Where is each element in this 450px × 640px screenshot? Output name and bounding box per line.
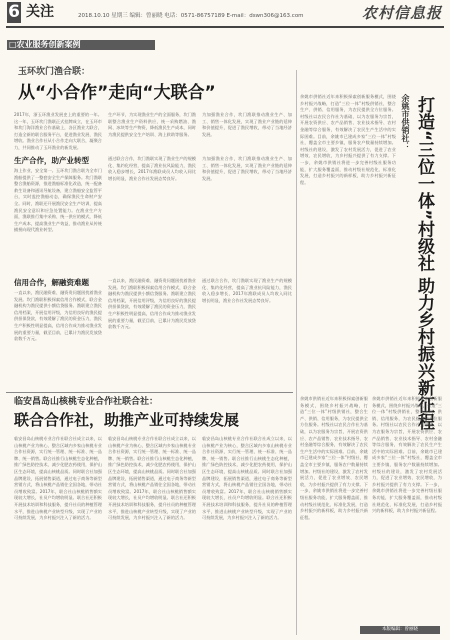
right-article-kicker: 余姚市供销社： [401,94,410,150]
article2-body-col1: 临安昌岛山核桃专业合作社联合社成立以来，以山核桃产业为核心，整合区域内多家山核桃专业合作社资源，实行统一管理、统一标准、统一品牌、统一销售。联合社推行山核桃生态化种植，推广绿色防控技术，减少化肥农药使用，保护山区生态环境，提高山核桃品质。同时联合社加强品牌建设，拓展销售渠道，通过电子商务等新型营销方式，将山核桃产品销往全国各地，带动社员增收致富。2017年，联合社山核桃销售额实现较大增长，社员户均增收明显。联合社还积极开展技术培训和科技服务，提升社员的种植管理水平，推进山核桃产业转型升级，实现了产业的可持续发展，为乡村振兴注入了新的活力。 [14,436,102,521]
right-article-headline: 打造“三位一体”村级社 助力乡村振兴新征程 [414,96,434,431]
editor-credit: 本版编辑：曾丽晓 [360,626,440,634]
page-number: 6 [8,2,20,22]
article1-subhead-2: 信用合作，解融资难题 [14,278,89,287]
section-divider [6,392,293,393]
masthead-meta: 2018.10.10 星期三 编辑：曾丽晓 电话：0571-86757189 E-mail：dswn306@163.com [78,13,304,19]
article1-kicker: 玉环坎门渔合联： [18,67,91,77]
article1-body-1: 海上作业，安全第一。玉环坎门渔合联为全市门渔船提供了一整套安全生产保障服务。坎门渔联整合渔船资源，推进渔船标准化改造，统一配备救生设备和通讯导航设备，建立渔船安全监管平台，实时监控渔船动态，确保渔民生命财产安全。同时，渔联还开展渔民安全生产培训，提高渔民安全意识和应急处置能力。在渔业生产方面，渔联推行集中采购、统一供应的模式，降低生产成本，提高渔业生产效益，推动渔业从传统捕捞向现代渔业转型。 [14,168,102,233]
masthead-rule [6,26,444,28]
article1-body-2: 一直以来，渔民融资难、融资贵问题困扰着渔业发展。坎门渔联积极探索信用合作模式，联合金融机构为渔民提供小额信贷服务。渔联建立渔民信用档案，开展信用评级，为信用良好的渔民提供担保贷款，有效缓解了渔民的资金压力，渔民生产积极性明显提高，信用合作成为推动渔业发展的重要力量，截至目前，已累计为渔民发放贷款数千万元。 [14,290,102,342]
right-article-body-top: 余姚市供销社近年来积极探索创新服务模式，围绕乡村振兴战略，打造“三位一体”村级供销社，整合生产、供销、信用服务，为农民提供全方位服务。村级社以农民合作社为基础，以为农服务为宗旨，开展农资供应、农产品销售、农业技术指导、农村金融等综合服务，有效解决了农民生产生活中的实际困难。目前，余姚市已建成多家“三位一体”村级社，覆盖全市主要乡镇，服务农户数量持续增加。村级社的建设，激发了农村发展活力，促进了农业增效、农民增收，为乡村振兴提供了有力支撑。下一步，余姚市供销社将进一步完善村级社服务功能，扩大服务覆盖面，推动村级社规范化、标准化发展，打造乡村振兴的新样板，助力乡村振兴新征程。 [300,94,396,185]
column-banner: □农业服务创新案例 [7,40,155,50]
article1-body-1c: 为加强渔业合作，坎门渔联推动渔业生产、加工、销售一体化发展，实现了渔业产业链的延伸和价值提升，促进了渔民增收，带动了当地经济发展。 [202,156,292,181]
article2-headline: 联合合作社，助推产业可持续发展 [14,411,240,429]
article1-body-2b: 一直以来，渔民融资难、融资贵问题困扰着渔业发展。坎门渔联积极探索信用合作模式，联合金融机构为渔民提供小额信贷服务。渔联建立渔民信用档案，开展信用评级，为信用良好的渔民提供担保贷款，有效缓解了渔民的资金压力，渔民生产积极性明显提高，信用合作成为推动渔业发展的重要力量，截至目前，已累计为渔民发放贷款数千万元。 [108,278,196,330]
article2-body-col2: 临安昌岛山核桃专业合作社联合社成立以来，以山核桃产业为核心，整合区域内多家山核桃专业合作社资源，实行统一管理、统一标准、统一品牌、统一销售。联合社推行山核桃生态化种植，推广绿色防控技术，减少化肥农药使用，保护山区生态环境，提高山核桃品质。同时联合社加强品牌建设，拓展销售渠道，通过电子商务等新型营销方式，将山核桃产品销往全国各地，带动社员增收致富。2017年，联合社山核桃销售额实现较大增长，社员户均增收明显。联合社还积极开展技术培训和科技服务，提升社员的种植管理水平，推进山核桃产业转型升级，实现了产业的可持续发展，为乡村振兴注入了新的活力。 [108,436,196,521]
masthead [0,0,450,28]
article1-headline: 从“小合作”走向“大联合” [18,83,216,103]
article1-col2: 生产环节，为实现渔业生产的全面服务，坎门渔联整合渔业生产资料供应，统一采购燃油、渔网、冰块等生产物资，降低渔民生产成本，同时为渔民提供安全生产培训、海上救助等服务。 [108,112,196,137]
article1-body-2c: 通过联合合作，坎门渔联实现了渔业生产的规模化、集约化经营，提高了渔业抗风险能力，渔民收入稳步增长，2017年渔联成员人均收入同比增长明显，渔业合作社发展态势良好。 [202,278,292,303]
right-article-body-right: 余姚市供销社近年来积极探索创新服务模式，围绕乡村振兴战略，打造“三位一体”村级供销社，整合生产、供销、信用服务，为农民提供全方位服务。村级社以农民合作社为基础，以为农服务为宗旨，开展农资供应、农产品销售、农业技术指导、农村金融等综合服务，有效解决了农民生产生活中的实际困难。目前，余姚市已建成多家“三位一体”村级社，覆盖全市主要乡镇，服务农户数量持续增加。村级社的建设，激发了农村发展活力，促进了农业增效、农民增收，为乡村振兴提供了有力支撑。下一步，余姚市供销社将进一步完善村级社服务功能，扩大服务覆盖面，推动村级社规范化、标准化发展，打造乡村振兴的新样板，助力乡村振兴新征程。 [372,396,442,514]
article2-kicker: 临安昌岛山核桃专业合作社联合社： [14,397,159,407]
right-article-body-left: 余姚市供销社近年来积极探索创新服务模式，围绕乡村振兴战略，打造“三位一体”村级供销社，整合生产、供销、信用服务，为农民提供全方位服务。村级社以农民合作社为基础，以为农服务为宗旨，开展农资供应、农产品销售、农业技术指导、农村金融等综合服务，有效解决了农民生产生活中的实际困难。目前，余姚市已建成多家“三位一体”村级社，覆盖全市主要乡镇，服务农户数量持续增加。村级社的建设，激发了农村发展活力，促进了农业增效、农民增收，为乡村振兴提供了有力支撑。下一步，余姚市供销社将进一步完善村级社服务功能，扩大服务覆盖面，推动村级社规范化、标准化发展，打造乡村振兴的新样板，助力乡村振兴新征程。 [300,396,368,520]
article2-body-col3: 临安昌岛山核桃专业合作社联合社成立以来，以山核桃产业为核心，整合区域内多家山核桃专业合作社资源，实行统一管理、统一标准、统一品牌、统一销售。联合社推行山核桃生态化种植，推广绿色防控技术，减少化肥农药使用，保护山区生态环境，提高山核桃品质。同时联合社加强品牌建设，拓展销售渠道，通过电子商务等新型营销方式，将山核桃产品销往全国各地，带动社员增收致富。2017年，联合社山核桃销售额实现较大增长，社员户均增收明显。联合社还积极开展技术培训和科技服务，提升社员的种植管理水平，推进山核桃产业转型升级，实现了产业的可持续发展，为乡村振兴注入了新的活力。 [202,436,292,521]
article1-subhead-1: 生产合作，助产业转型 [14,156,89,165]
column-divider [296,70,297,635]
article1-intro: 2017年，浙玉环渔业发展史上的重要的一年。这一年，玉环坎门渔联正式挂牌成立，在玉环市和坎门海洋渔业合作基础上，各区渔业大联合，打造全新的联合服务平台，促进渔业发展、渔民增收。渔业合作社从小合作走向大联合，凝聚合力，共同推动了玉环渔业的新发展。 [14,112,102,150]
article1-body-1b: 通过联合合作，坎门渔联实现了渔业生产的规模化、集约化经营，提高了渔业抗风险能力，渔民收入稳步增长，2017年渔联成员人均收入同比增长明显，渔业合作社发展态势良好。 [108,156,196,181]
section-title: 关注 [26,4,54,20]
newspaper-logo: 农村信息报 [361,4,442,22]
article1-col3: 为加强渔业合作，坎门渔联推动渔业生产、加工、销售一体化发展，实现了渔业产业链的延伸和价值提升，促进了渔民增收，带动了当地经济发展。 [202,112,292,137]
